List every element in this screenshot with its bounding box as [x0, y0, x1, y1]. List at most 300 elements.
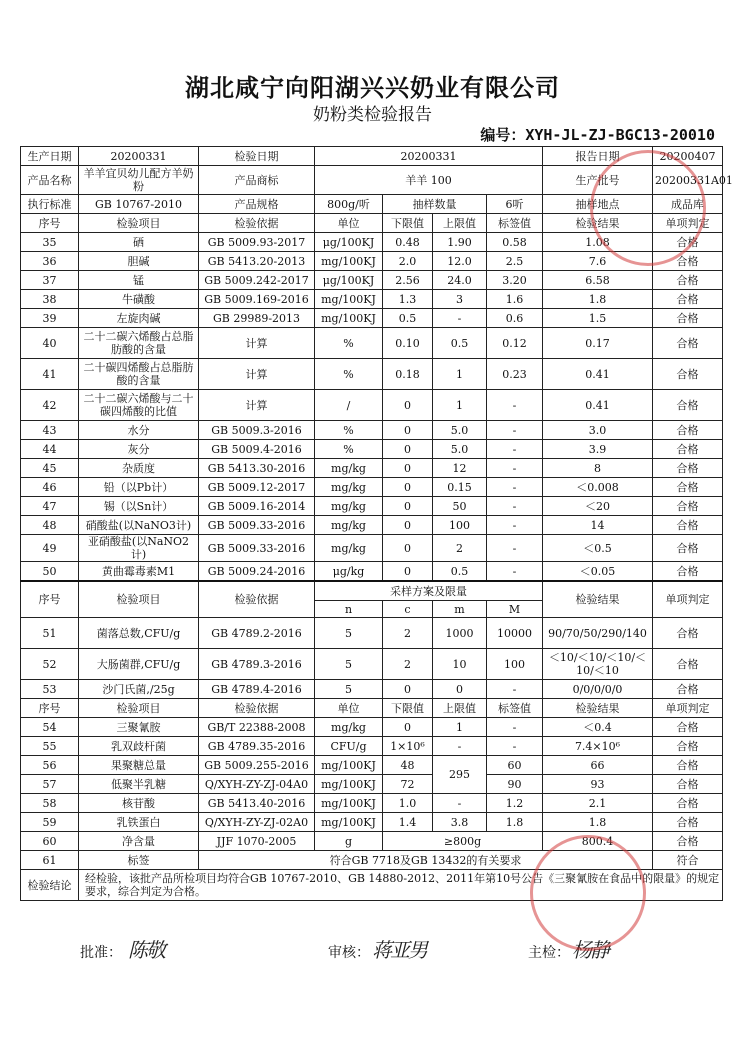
column-header: 序号 [21, 214, 79, 233]
conclusion-label: 检验结论 [21, 870, 79, 901]
table-cell: 5 [315, 649, 383, 680]
table-cell: 48 [21, 516, 79, 535]
column-header: c [383, 601, 433, 618]
table-cell: 42 [21, 390, 79, 421]
table-cell: 果聚糖总量 [79, 756, 199, 775]
spec-label: 产品规格 [199, 195, 315, 214]
table-cell: 0.41 [543, 359, 653, 390]
table-cell: 90 [487, 775, 543, 794]
table-row [21, 459, 723, 478]
table-cell: 60 [21, 832, 79, 851]
table-cell: 49 [21, 535, 79, 562]
table-row [21, 290, 723, 309]
table-cell: 0.6 [487, 309, 543, 328]
table-cell: 5 [315, 618, 383, 649]
table-cell: GB 4789.3-2016 [199, 649, 315, 680]
table-cell: 3.9 [543, 440, 653, 459]
table-cell: 2 [433, 535, 487, 562]
table-row [21, 718, 723, 737]
table-cell: 100 [433, 516, 487, 535]
table-cell: mg/kg [315, 535, 383, 562]
std: GB 10767-2010 [79, 195, 199, 214]
table-cell: 1.3 [383, 290, 433, 309]
table-cell: mg/100KJ [315, 290, 383, 309]
approve-label: 批准： [80, 945, 122, 961]
table-row [21, 737, 723, 756]
column-header: 检验结果 [543, 581, 653, 618]
table-cell: 合格 [653, 290, 723, 309]
table-cell: 1.0 [383, 794, 433, 813]
test-date-label: 检验日期 [199, 147, 315, 166]
table-cell: 60 [487, 756, 543, 775]
column-header: 单项判定 [653, 581, 723, 618]
table-cell: 合格 [653, 271, 723, 290]
table-cell: - [487, 478, 543, 497]
report-date-label: 报告日期 [543, 147, 653, 166]
table-cell: / [315, 390, 383, 421]
table-cell: 亚硝酸盐(以NaNO2计) [79, 535, 199, 562]
table-cell: 0 [383, 562, 433, 582]
table-cell: GB 5009.33-2016 [199, 535, 315, 562]
table-cell: ＜0.008 [543, 478, 653, 497]
table-cell: 合格 [653, 737, 723, 756]
table-cell: 24.0 [433, 271, 487, 290]
table-cell: 0.5 [383, 309, 433, 328]
std-label: 执行标准 [21, 195, 79, 214]
column-header: m [433, 601, 487, 618]
table-cell: 合格 [653, 718, 723, 737]
table-cell: 0.5 [433, 328, 487, 359]
table-cell: 合格 [653, 390, 723, 421]
prod-date: 20200331 [79, 147, 199, 166]
table-cell: - [487, 459, 543, 478]
table-cell: 10000 [487, 618, 543, 649]
column-header: 单项判定 [653, 214, 723, 233]
table-cell: 计算 [199, 359, 315, 390]
table-cell: 杂质度 [79, 459, 199, 478]
table-cell: 沙门氏菌,/25g [79, 680, 199, 699]
table-cell: 合格 [653, 535, 723, 562]
table-cell: 3.20 [487, 271, 543, 290]
batch-label: 生产批号 [543, 166, 653, 195]
batch: 20200331A01 [653, 166, 723, 195]
table-cell: 54 [21, 718, 79, 737]
table-cell: GB 5413.40-2016 [199, 794, 315, 813]
table-cell: 菌落总数,CFU/g [79, 618, 199, 649]
table-cell: 1 [433, 390, 487, 421]
table-cell: 56 [21, 756, 79, 775]
column-header: 标签值 [487, 214, 543, 233]
table-cell: ＜0.05 [543, 562, 653, 582]
table-cell: 40 [21, 328, 79, 359]
table-cell: 合格 [653, 813, 723, 832]
table-cell: - [487, 562, 543, 582]
table-row [21, 233, 723, 252]
table-cell: - [487, 390, 543, 421]
table-cell: % [315, 328, 383, 359]
table-row [21, 794, 723, 813]
sample-label: 抽样数量 [383, 195, 487, 214]
table-cell: 48 [383, 756, 433, 775]
table-row [21, 832, 723, 851]
table-cell: 38 [21, 290, 79, 309]
table-cell: 2.56 [383, 271, 433, 290]
table-cell: 0.12 [487, 328, 543, 359]
table-cell: 合格 [653, 309, 723, 328]
table-cell: - [433, 737, 487, 756]
column-header: 检验项目 [79, 581, 199, 618]
table-cell: mg/100KJ [315, 309, 383, 328]
column-header: n [315, 601, 383, 618]
table-cell: 100 [487, 649, 543, 680]
table-cell: ≥800g [383, 832, 543, 851]
table-cell: 39 [21, 309, 79, 328]
table-cell: 1.2 [487, 794, 543, 813]
table-cell: 0 [433, 680, 487, 699]
info-row-1 [21, 147, 723, 166]
table-cell: mg/100KJ [315, 813, 383, 832]
table-cell: 35 [21, 233, 79, 252]
table-cell: 1.8 [543, 813, 653, 832]
table-cell: - [487, 421, 543, 440]
table-cell: 合格 [653, 233, 723, 252]
table-cell: GB 5009.24-2016 [199, 562, 315, 582]
table-row [21, 271, 723, 290]
review-label: 审核： [328, 945, 370, 961]
table-cell: 水分 [79, 421, 199, 440]
table-cell: mg/100KJ [315, 252, 383, 271]
table-cell: % [315, 421, 383, 440]
table-cell: 53 [21, 680, 79, 699]
column-header: 检验依据 [199, 214, 315, 233]
column-header: 单位 [315, 699, 383, 718]
table-cell: 乳铁蛋白 [79, 813, 199, 832]
table-cell: 0 [383, 390, 433, 421]
table-cell: 0 [383, 718, 433, 737]
table-cell: 5.0 [433, 440, 487, 459]
table-cell: 符合GB 7718及GB 13432的有关要求 [199, 851, 653, 870]
table-cell: 0 [383, 440, 433, 459]
table-cell: 合格 [653, 421, 723, 440]
table-cell: 锡（以Sn计） [79, 497, 199, 516]
table-cell: 合格 [653, 478, 723, 497]
column-header: 序号 [21, 699, 79, 718]
table-cell: 合格 [653, 794, 723, 813]
table-row [21, 359, 723, 390]
table-cell: 硝酸盐(以NaNO3计) [79, 516, 199, 535]
table-row [21, 649, 723, 680]
column-header: 采样方案及限量 [315, 581, 543, 601]
table-cell: 57 [21, 775, 79, 794]
header-row [21, 699, 723, 718]
table-cell: 2 [383, 649, 433, 680]
column-header: 序号 [21, 581, 79, 618]
column-header: 检验结果 [543, 214, 653, 233]
table-cell: mg/100KJ [315, 794, 383, 813]
table-cell: 净含量 [79, 832, 199, 851]
table-cell: 0.23 [487, 359, 543, 390]
table-cell: 锰 [79, 271, 199, 290]
table-cell: 36 [21, 252, 79, 271]
table-cell: 7.4×10⁶ [543, 737, 653, 756]
table-cell: - [487, 718, 543, 737]
review-signature: 蒋亚男 [372, 938, 426, 962]
table-cell: % [315, 359, 383, 390]
column-header: 下限值 [383, 699, 433, 718]
table-cell: 核苷酸 [79, 794, 199, 813]
table-cell: - [433, 309, 487, 328]
table-cell: 7.6 [543, 252, 653, 271]
table-cell: 合格 [653, 440, 723, 459]
column-header: 检验项目 [79, 699, 199, 718]
table-cell: 59 [21, 813, 79, 832]
table-row [21, 516, 723, 535]
table-cell: mg/kg [315, 718, 383, 737]
table-cell: GB 4789.35-2016 [199, 737, 315, 756]
table-cell: 61 [21, 851, 79, 870]
table-cell: GB 5009.4-2016 [199, 440, 315, 459]
prod-date-label: 生产日期 [21, 147, 79, 166]
table-cell: 1 [433, 359, 487, 390]
approve-signature: 陈敬 [128, 938, 164, 962]
table-row [21, 440, 723, 459]
table-cell: GB 5009.93-2017 [199, 233, 315, 252]
table-cell: - [487, 497, 543, 516]
table-row [21, 618, 723, 649]
table-cell: - [487, 516, 543, 535]
table-cell: ＜0.4 [543, 718, 653, 737]
column-header: M [487, 601, 543, 618]
place-label: 抽样地点 [543, 195, 653, 214]
table-cell: 2.1 [543, 794, 653, 813]
column-header: 检验依据 [199, 699, 315, 718]
table-cell: mg/100KJ [315, 775, 383, 794]
table-cell: 10 [433, 649, 487, 680]
table-cell: 3.0 [543, 421, 653, 440]
table-cell: 1.5 [543, 309, 653, 328]
table-cell: mg/kg [315, 478, 383, 497]
column-header: 上限值 [433, 699, 487, 718]
brand: 羊羊 100 [315, 166, 543, 195]
table-cell: 合格 [653, 497, 723, 516]
table-cell: ＜20 [543, 497, 653, 516]
table-cell: 合格 [653, 756, 723, 775]
table-cell: 50 [433, 497, 487, 516]
table-cell: 44 [21, 440, 79, 459]
table-cell: 1.8 [543, 290, 653, 309]
table-cell: GB 4789.2-2016 [199, 618, 315, 649]
table-cell: 0/0/0/0/0 [543, 680, 653, 699]
table-cell: 1.4 [383, 813, 433, 832]
table-cell: 二十碳四烯酸占总脂肪酸的含量 [79, 359, 199, 390]
table-row [21, 851, 723, 870]
table-cell: GB 5413.30-2016 [199, 459, 315, 478]
info-row-3 [21, 195, 723, 214]
table-cell: 3.8 [433, 813, 487, 832]
table-cell: μg/100KJ [315, 271, 383, 290]
table-cell: 硒 [79, 233, 199, 252]
conclusion-text: 经检验，该批产品所检项目均符合GB 10767-2010、GB 14880-2012、2011年第10号公告《三聚氰胺在食品中的限量》的规定要求，综合判定为合格。 [79, 870, 723, 901]
table-cell: 41 [21, 359, 79, 390]
table-cell: 5.0 [433, 421, 487, 440]
table-cell: 0 [383, 421, 433, 440]
table-cell: 0.17 [543, 328, 653, 359]
table-row [21, 252, 723, 271]
table-cell: 55 [21, 737, 79, 756]
table-cell: 43 [21, 421, 79, 440]
table-cell: 合格 [653, 359, 723, 390]
info-row-2 [21, 166, 723, 195]
table-cell: 0 [383, 459, 433, 478]
table-cell: 二十二碳六烯酸与二十碳四烯酸的比值 [79, 390, 199, 421]
table-row [21, 813, 723, 832]
table-cell: 1×10⁶ [383, 737, 433, 756]
table-cell: 0 [383, 497, 433, 516]
table-cell: % [315, 440, 383, 459]
table-cell: 铅（以Pb计） [79, 478, 199, 497]
table-cell: 1000 [433, 618, 487, 649]
table-cell: 黄曲霉毒素M1 [79, 562, 199, 582]
table-cell: mg/kg [315, 459, 383, 478]
table-cell: 72 [383, 775, 433, 794]
table-cell: 标签 [79, 851, 199, 870]
table-cell: 二十二碳六烯酸占总脂肪酸的含量 [79, 328, 199, 359]
table-cell: 0 [383, 535, 433, 562]
table-row [21, 328, 723, 359]
table-cell: 计算 [199, 390, 315, 421]
table-cell: GB 5009.16-2014 [199, 497, 315, 516]
table-cell: 胆碱 [79, 252, 199, 271]
table-cell: GB 5009.242-2017 [199, 271, 315, 290]
table-cell: 0.48 [383, 233, 433, 252]
table-cell: JJF 1070-2005 [199, 832, 315, 851]
table-cell: 0 [383, 680, 433, 699]
doc-number: 编号：XYH-JL-ZJ-BGC13-20010 [480, 126, 715, 144]
table-cell: 计算 [199, 328, 315, 359]
table-cell: 1.08 [543, 233, 653, 252]
table-cell: GB 5009.12-2017 [199, 478, 315, 497]
table-cell: 1 [433, 718, 487, 737]
table-row [21, 680, 723, 699]
table-cell: - [487, 737, 543, 756]
table-row [21, 497, 723, 516]
table-cell: GB 5009.255-2016 [199, 756, 315, 775]
table-cell: 0 [383, 478, 433, 497]
table-row [21, 309, 723, 328]
table-cell: mg/kg [315, 497, 383, 516]
table-cell: 灰分 [79, 440, 199, 459]
table-cell: - [487, 440, 543, 459]
table-cell: GB 5413.20-2013 [199, 252, 315, 271]
table-cell: GB 5009.3-2016 [199, 421, 315, 440]
table-cell: 5 [315, 680, 383, 699]
table-cell: Q/XYH-ZY-ZJ-04A0 [199, 775, 315, 794]
table-cell: 66 [543, 756, 653, 775]
company-name: 湖北咸宁向阳湖兴兴奶业有限公司 [185, 74, 560, 102]
table-cell: ＜0.5 [543, 535, 653, 562]
report-table [20, 146, 733, 901]
table-cell: 51 [21, 618, 79, 649]
table-cell: g [315, 832, 383, 851]
table-cell: 0.58 [487, 233, 543, 252]
column-header: 单项判定 [653, 699, 723, 718]
table-cell: 52 [21, 649, 79, 680]
table-cell: μg/kg [315, 562, 383, 582]
table-cell: 0.18 [383, 359, 433, 390]
table-cell: Q/XYH-ZY-ZJ-02A0 [199, 813, 315, 832]
place: 成品库 [653, 195, 723, 214]
table-cell: 合格 [653, 252, 723, 271]
table-cell: 合格 [653, 649, 723, 680]
column-header: 单位 [315, 214, 383, 233]
table-cell: 合格 [653, 775, 723, 794]
table-cell: 低聚半乳糖 [79, 775, 199, 794]
table-row [21, 390, 723, 421]
table-cell: mg/kg [315, 516, 383, 535]
table-cell: 47 [21, 497, 79, 516]
table-cell: mg/100KJ [315, 756, 383, 775]
table-cell: GB 29989-2013 [199, 309, 315, 328]
table-cell: 1.90 [433, 233, 487, 252]
test-signature: 杨静 [572, 938, 608, 962]
test-label: 主检： [528, 945, 570, 961]
sample: 6听 [487, 195, 543, 214]
table-cell: 大肠菌群,CFU/g [79, 649, 199, 680]
table-cell: 合格 [653, 328, 723, 359]
table-cell: 2 [383, 618, 433, 649]
table-row [21, 478, 723, 497]
report-title: 奶粉类检验报告 [313, 105, 432, 125]
table-cell: 合格 [653, 832, 723, 851]
table-cell: 1.6 [487, 290, 543, 309]
table-cell: 6.58 [543, 271, 653, 290]
micro-header-row [21, 581, 723, 601]
table-cell: 3 [433, 290, 487, 309]
table-cell: CFU/g [315, 737, 383, 756]
table-cell: 2.0 [383, 252, 433, 271]
table-cell: 2.5 [487, 252, 543, 271]
header-row [21, 214, 723, 233]
table-row [21, 562, 723, 582]
table-cell: 46 [21, 478, 79, 497]
table-cell: - [487, 680, 543, 699]
table-cell: 1.8 [487, 813, 543, 832]
column-header: 上限值 [433, 214, 487, 233]
table-cell: 合格 [653, 516, 723, 535]
table-cell: - [487, 535, 543, 562]
table-cell: 合格 [653, 562, 723, 582]
table-cell: 0.10 [383, 328, 433, 359]
product-name: 羊羊宜贝幼儿配方羊奶粉 [79, 166, 199, 195]
brand-label: 产品商标 [199, 166, 315, 195]
table-cell: GB/T 22388-2008 [199, 718, 315, 737]
table-cell: 牛磺酸 [79, 290, 199, 309]
table-cell: μg/100KJ [315, 233, 383, 252]
table-cell: 93 [543, 775, 653, 794]
table-cell: - [433, 794, 487, 813]
column-header: 检验结果 [543, 699, 653, 718]
table-cell: 800.4 [543, 832, 653, 851]
table-row [21, 775, 723, 794]
column-header: 检验项目 [79, 214, 199, 233]
spec: 800g/听 [315, 195, 383, 214]
table-row [21, 535, 723, 562]
table-cell: 8 [543, 459, 653, 478]
table-cell: 58 [21, 794, 79, 813]
table-cell: 14 [543, 516, 653, 535]
table-cell: 0.41 [543, 390, 653, 421]
table-cell: 乳双歧杆菌 [79, 737, 199, 756]
